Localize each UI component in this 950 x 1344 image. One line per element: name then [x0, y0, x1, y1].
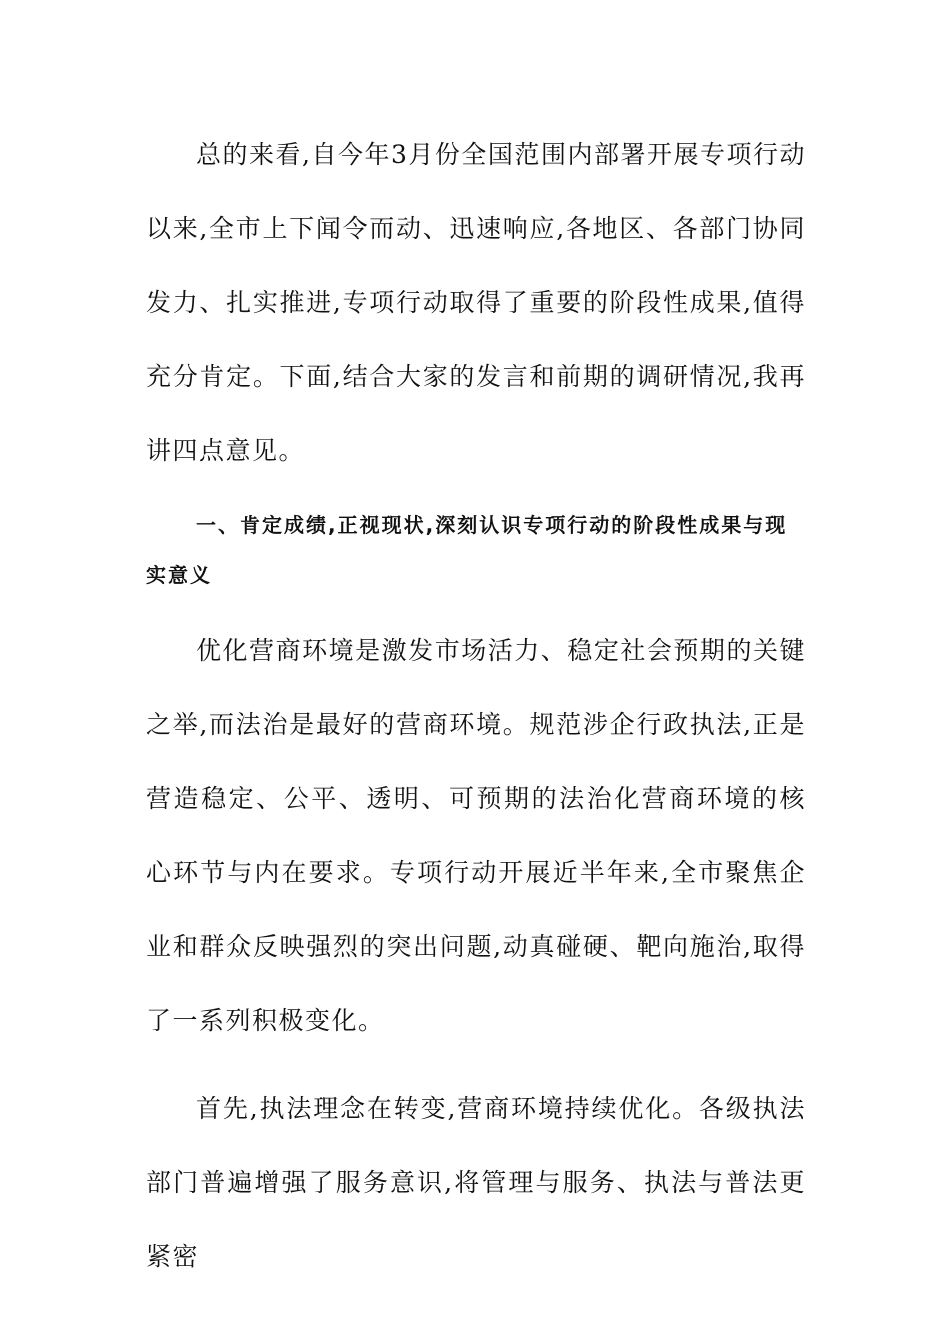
paragraph-business-environment: 优化营商环境是激发市场活力、稳定社会预期的关键之举,而法治是最好的营商环境。规范涉企行政执法,正是营造稳定、公平、透明、可预期的法治化营商环境的核心环节与内在要求。专项行动开展近半年来,全市聚焦企业和群众反映强烈的突出问题,动真碰硬、靶向施治,取得了一系列积极变化。 — [146, 636, 806, 1035]
section-heading-1: 一、肯定成绩,正视现状,深刻认识专项行动的阶段性成果与现实意义 — [146, 513, 788, 587]
document-body — [146, 118, 806, 1294]
paragraph-first-point: 首先,执法理念在转变,营商环境持续优化。各级执法部门普遍增强了服务意识,将管理与服务、执法与普法更紧密 — [146, 1094, 806, 1271]
paragraph-summary: 总的来看,自今年3月份全国范围内部署开展专项行动以来,全市上下闻令而动、迅速响应,各地区、各部门协同发力、扎实推进,专项行动取得了重要的阶段性成果,值得充分肯定。下面,结合大家的发言和前期的调研情况,我再讲四点意见。 — [146, 140, 806, 465]
